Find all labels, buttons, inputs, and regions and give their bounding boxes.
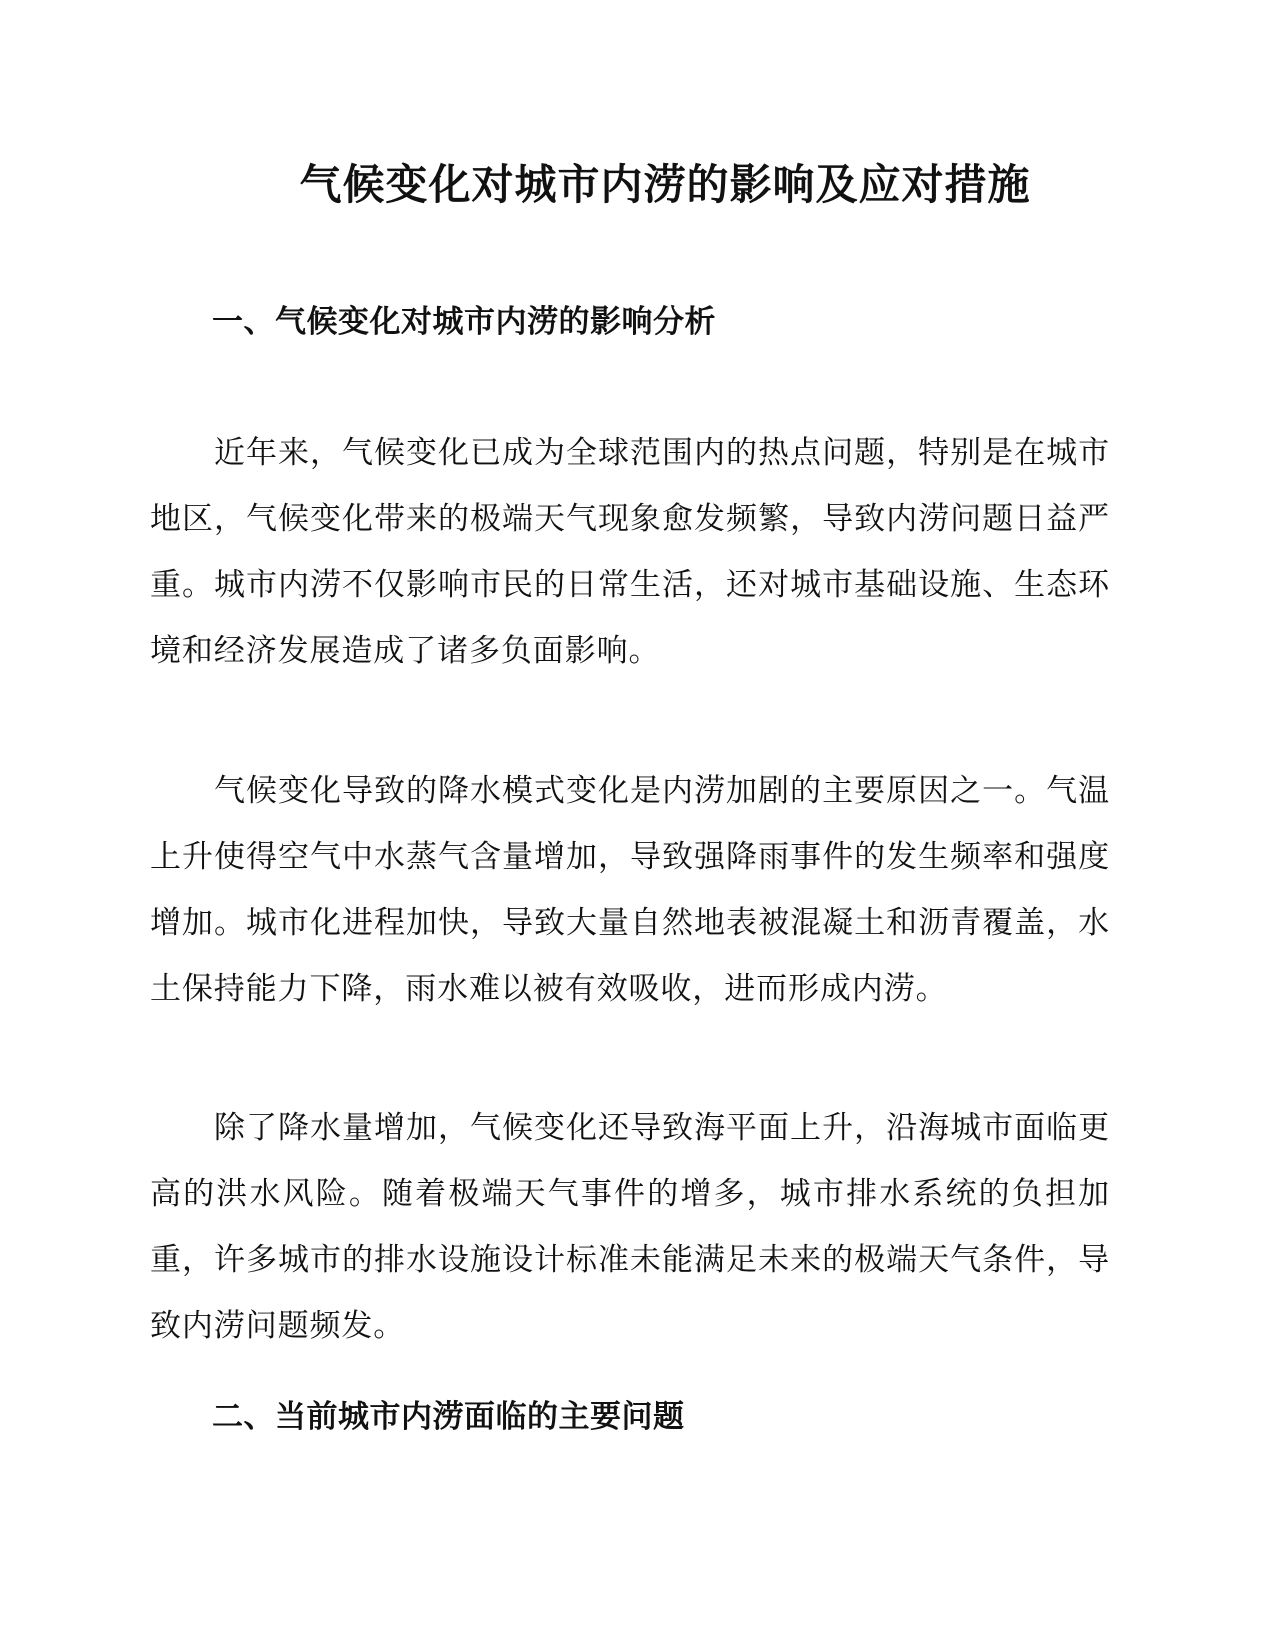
section-heading-1: 一、气候变化对城市内涝的影响分析 <box>212 304 716 340</box>
body-paragraph-2: 气候变化导致的降水模式变化是内涝加剧的主要原因之一。气温上升使得空气中水蒸气含量增加，导致强降雨事件的发生频率和强度增加。城市化进程加快，导致大量自然地表被混凝土和沥青覆盖，水土保持能力下降，雨水难以被有效吸收，进而形成内涝。 <box>150 773 1110 1007</box>
body-paragraph-3: 除了降水量增加，气候变化还导致海平面上升，沿海城市面临更高的洪水风险。随着极端天气事件的增多，城市排水系统的负担加重，许多城市的排水设施设计标准未能满足未来的极端天气条件，导致内涝问题频发。 <box>150 1110 1110 1344</box>
document-title: 气候变化对城市内涝的影响及应对措施 <box>299 160 1031 209</box>
body-paragraph-1: 近年来，气候变化已成为全球范围内的热点问题，特别是在城市地区，气候变化带来的极端天气现象愈发频繁，导致内涝问题日益严重。城市内涝不仅影响市民的日常生活，还对城市基础设施、生态环境和经济发展造成了诸多负面影响。 <box>150 435 1110 669</box>
section-heading-2: 二、当前城市内涝面临的主要问题 <box>212 1399 685 1435</box>
